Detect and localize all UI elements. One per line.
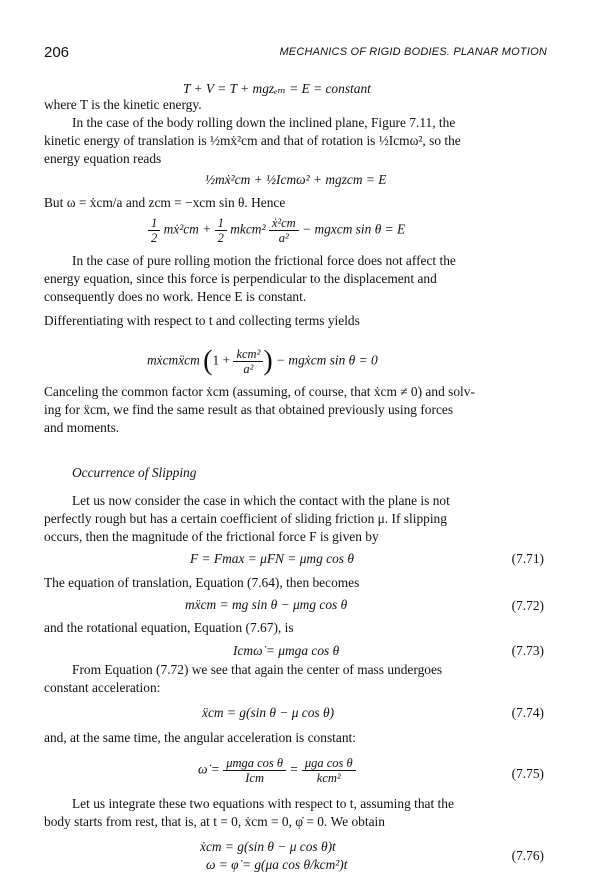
rolling-energy-equation: $\frac{1}{2}$ mẋ²cm + $\frac{1}{2}$ mkcm² $\frac{\text{ẋ²cm}}{\text{a²}}$ − mgxcm sin θ = E xyxy=(148,216,405,245)
body-text-line: and the rotational equation, Equation (7.67), is xyxy=(44,620,294,635)
equation-number: (7.71) xyxy=(511,551,544,566)
fraction: $\frac{1}{2}$ xyxy=(148,216,160,245)
body-text-line: energy equation reads xyxy=(44,151,162,166)
body-text-line: occurs, then the magnitude of the frictional force F is given by xyxy=(44,529,379,544)
differentiated-energy-equation: mẋcmẍcm (1 + $\frac{\text{kcm²}}{\text{a²}}$ ) − mgẋcm sin θ = 0 xyxy=(147,345,378,377)
body-text-line: kinetic energy of translation is ½mẋ²cm and that of rotation is ½Icmω², so the xyxy=(44,133,461,148)
body-text-line: But ω = ẋcm/a and zcm = −xcm sin θ. Hence xyxy=(44,195,286,210)
body-text-line: energy equation, since this force is perpendicular to the displacement and xyxy=(44,271,437,286)
body-text-line: The equation of translation, Equation (7.64), then becomes xyxy=(44,575,360,590)
translation-equation: mẍcm = mg sin θ − μmg cos θ xyxy=(185,597,348,612)
body-text-line: and, at the same time, the angular acceleration is constant: xyxy=(44,730,356,745)
page-number: 206 xyxy=(44,44,70,61)
energy-conservation-equation: T + V = T + mgzₑₘ = E = constant xyxy=(183,81,371,96)
center-of-mass-acceleration-equation: ẍcm = g(sin θ − μ cos θ) xyxy=(202,705,335,720)
body-text-line: body starts from rest, that is, at t = 0, ẋcm = 0, φ̇ = 0. We obtain xyxy=(44,814,385,829)
body-text-line: Differentiating with respect to t and collecting terms yields xyxy=(44,313,360,328)
body-text-line: In the case of the body rolling down the inclined plane, Figure 7.11, the xyxy=(72,115,456,130)
body-text-line: Let us integrate these two equations with respect to t, assuming that the xyxy=(72,796,454,811)
equation-number: (7.73) xyxy=(511,643,544,658)
equation-number: (7.76) xyxy=(511,848,544,863)
fraction: $\frac{\text{ẋ²cm}}{\text{a²}}$ xyxy=(269,216,299,245)
equation-number: (7.75) xyxy=(511,766,544,781)
body-text-line: where T is the kinetic energy. xyxy=(44,97,202,112)
equation-number: (7.72) xyxy=(511,598,544,613)
body-text-line: ing for ẍcm, we find the same result as that obtained previously using forces xyxy=(44,402,454,417)
friction-force-equation: F = Fmax = μFN = μmg cos θ xyxy=(190,551,354,566)
angular-velocity-equation: ω = φ̇ = g(μa cos θ/kcm²)t xyxy=(206,857,348,872)
page-header xyxy=(44,44,547,62)
body-text-line: consequently does no work. Hence E is constant. xyxy=(44,289,307,304)
fraction: $\frac{\text{kcm²}}{\text{a²}}$ xyxy=(233,347,263,376)
body-text-line: perfectly rough but has a certain coefficient of sliding friction μ. If slipping xyxy=(44,511,447,526)
equation-number: (7.74) xyxy=(511,705,544,720)
rotational-equation: Icmω̇ = μmga cos θ xyxy=(233,643,340,658)
body-text-line: constant acceleration: xyxy=(44,680,161,695)
angular-acceleration-equation: ω̇ = $\frac{\text{μmga cos θ}}{\text{Icm}}$ = $\frac{\text{μga cos θ}}{\text{kcm²}}$ xyxy=(198,756,356,785)
body-text-line: Canceling the common factor ẋcm (assuming, of course, that ẋcm ≠ 0) and solv- xyxy=(44,384,475,399)
fraction: $\frac{1}{2}$ xyxy=(215,216,227,245)
running-title: MECHANICS OF RIGID BODIES. PLANAR MOTION xyxy=(279,46,547,58)
velocity-equation: ẋcm = g(sin θ − μ cos θ)t xyxy=(200,839,336,854)
body-text-line: and moments. xyxy=(44,420,120,435)
body-text-line: In the case of pure rolling motion the frictional force does not affect the xyxy=(72,253,456,268)
energy-equation-rolling: ½mẋ²cm + ½Icmω² + mgzcm = E xyxy=(205,172,387,187)
section-heading: Occurrence of Slipping xyxy=(72,465,197,480)
fraction: $\frac{\text{μga cos θ}}{\text{kcm²}}$ xyxy=(302,756,356,785)
fraction: $\frac{\text{μmga cos θ}}{\text{Icm}}$ xyxy=(223,756,286,785)
body-text-line: Let us now consider the case in which the contact with the plane is not xyxy=(72,493,450,508)
body-text-line: From Equation (7.72) we see that again the center of mass undergoes xyxy=(72,662,443,677)
